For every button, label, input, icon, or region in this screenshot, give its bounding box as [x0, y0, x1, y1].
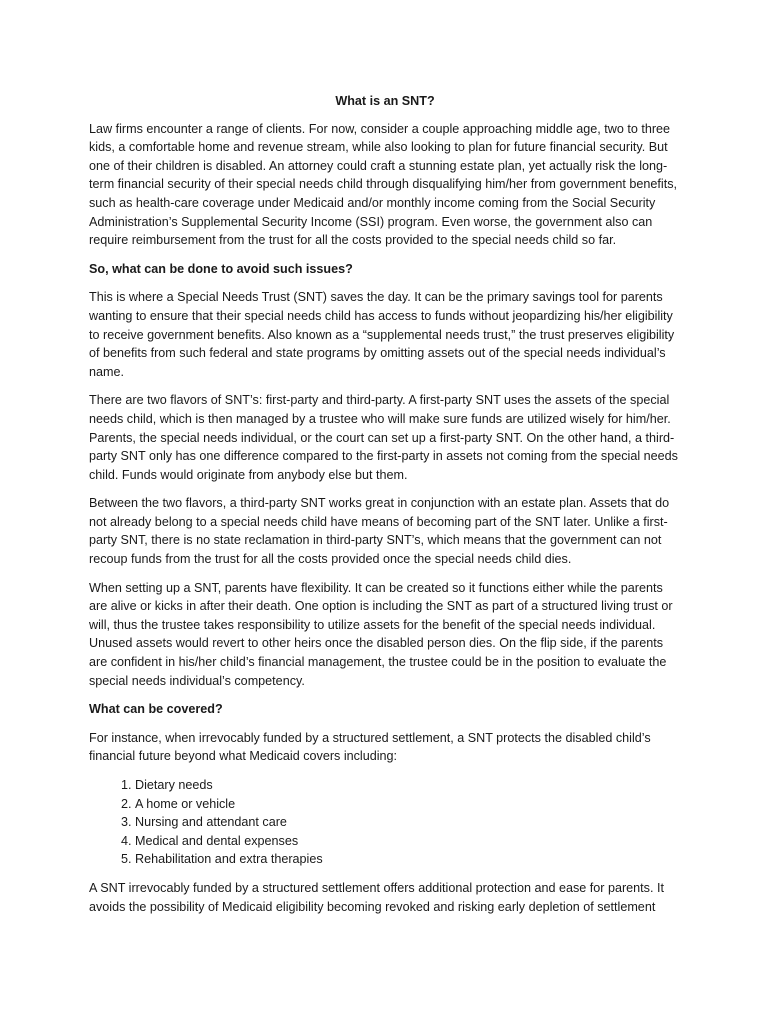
paragraph-flexibility: When setting up a SNT, parents have flexibility. It can be created so it functions either while the parents are alive or kicks in after their death. One option is including the SNT as part of a structured living trust or will, thus the trustee takes responsibility to utilize assets for the benefit of the special needs individual. Unused assets would revert to other heirs once the disabled person dies. On the flip side, if the parents are confident in his/her child’s financial management, the trustee could be in the position to evaluate the special needs individual’s competency. — [89, 580, 673, 688]
heading-avoid-issues: So, what can be done to avoid such issues? — [89, 261, 353, 276]
paragraph-snt-definition: This is where a Special Needs Trust (SNT) saves the day. It can be the primary savings tool for parents wanting to ensure that their special needs child has access to funds without jeopardizing his/her eligibility to receive government benefits. Also known as a “supplemental needs trust,” the trust preserves eligibility of benefits from such federal and state programs by omitting assets out of the special needs individual’s name. — [89, 290, 675, 379]
document-body — [89, 92, 681, 926]
coverage-list — [89, 776, 681, 869]
list-item: 2. A home or vehicle — [135, 795, 681, 814]
document-title: What is an SNT? — [335, 94, 435, 108]
paragraph-intro: Law firms encounter a range of clients. For now, consider a couple approaching middle age, two to three kids, a comfortable home and revenue stream, while also looking to plan for future financial security. But one of their children is disabled. An attorney could craft a stunning estate plan, yet actually risk the long-term financial security of their special needs child through disqualifying him/her from government benefits, such as health-care coverage under Medicaid and/or monthly income coming from the Social Security Administration’s Supplemental Security Income (SSI) program. Even worse, the government also can require reimbursement from the trust for all the costs provided to the special needs child so far. — [89, 121, 678, 248]
list-item: 3. Nursing and attendant care — [135, 813, 681, 832]
paragraph-coverage-intro: For instance, when irrevocably funded by a structured settlement, a SNT protects the disabled child’s financial future beyond what Medicaid covers including: — [89, 730, 651, 764]
paragraph-snt-flavors: There are two flavors of SNT’s: first-party and third-party. A first-party SNT uses the assets of the special needs child, which is then managed by a trustee who will make sure funds are utilized wisely for him/her. Parents, the special needs individual, or the court can set up a first-party SNT. On the other hand, a third-party SNT only has one difference compared to the first-party in assets not coming from the special needs child. Funds would originate from anybody else but them. — [89, 393, 678, 482]
list-item: 1. Dietary needs — [135, 776, 681, 795]
heading-what-covered: What can be covered? — [89, 702, 223, 717]
paragraph-structured-settlement: A SNT irrevocably funded by a structured settlement offers additional protection and ease for parents. It avoids the possibility of Medicaid eligibility becoming revoked and risking early depletion of settlement — [89, 880, 664, 914]
list-item: 5. Rehabilitation and extra therapies — [135, 850, 681, 869]
paragraph-third-party: Between the two flavors, a third-party SNT works great in conjunction with an estate plan. Assets that do not already belong to a special needs child have means of becoming part of the SNT later. Unlike a first-party SNT, there is no state reclamation in third-party SNT’s, which means that the government can not recoup funds from the trust for all the costs provided once the special needs child dies. — [89, 496, 670, 567]
list-item: 4. Medical and dental expenses — [135, 832, 681, 851]
